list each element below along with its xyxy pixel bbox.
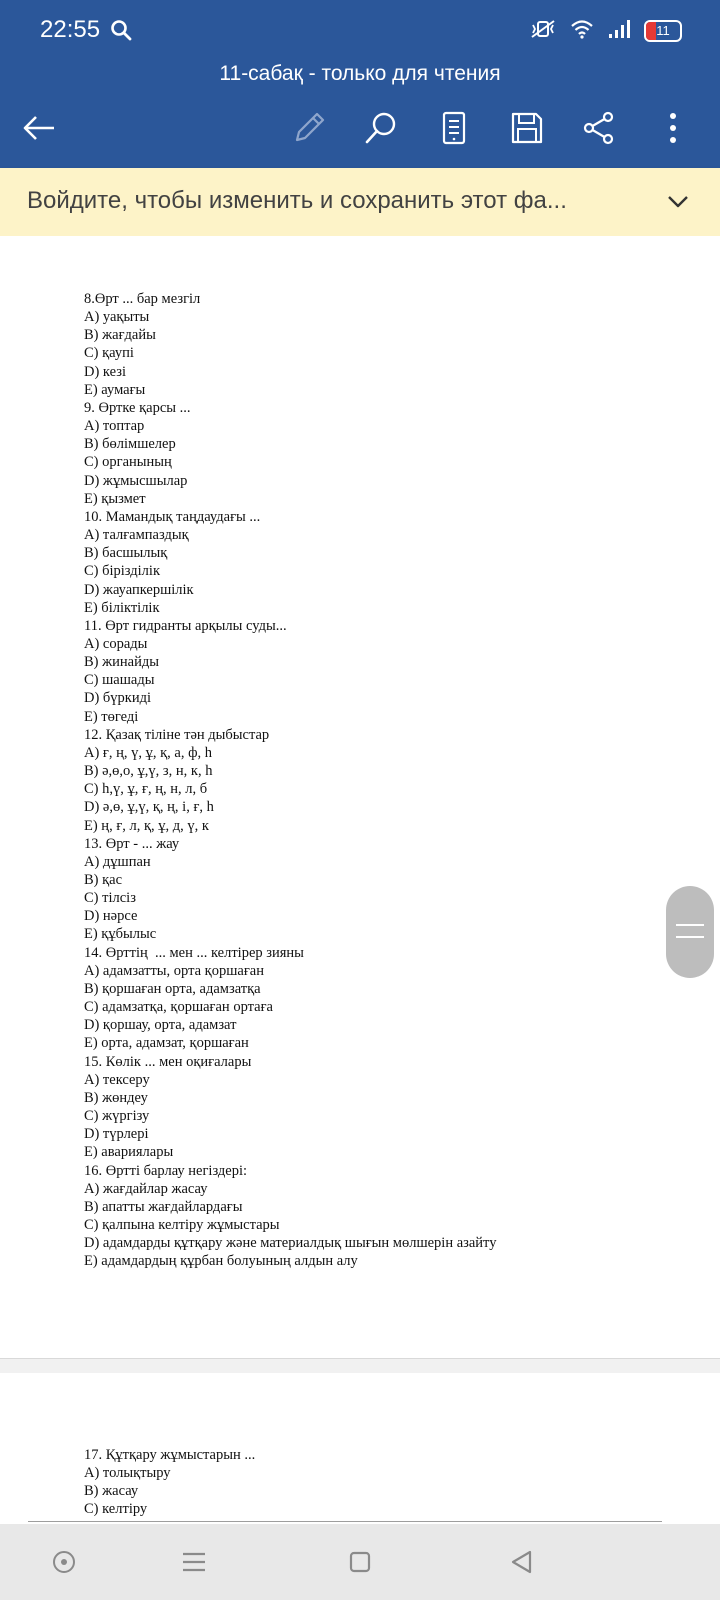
- document-line: B) жинайды: [84, 654, 159, 671]
- document-line: 17. Құтқару жұмыстарын ...: [84, 1447, 256, 1463]
- document-line: A) толықтыру: [84, 1465, 171, 1482]
- document-line: 11. Өрт гидранты арқылы суды...: [84, 617, 287, 634]
- mute-vibrate-icon: [530, 19, 556, 44]
- banner-text: Войдите, чтобы изменить и сохранить этот фа...: [27, 187, 567, 214]
- document-line: A) ғ, ң, ү, ұ, қ, а, ф, һ: [84, 744, 213, 761]
- document-text: [84, 290, 496, 1270]
- document-line: D) қоршау, орта, адамзат: [84, 1017, 237, 1034]
- document-line: C) органының: [84, 454, 172, 471]
- divider: [28, 1521, 662, 1522]
- document-line: E) ң, ғ, л, қ, ұ, д, ү, к: [84, 817, 209, 834]
- back-arrow-icon[interactable]: [17, 106, 61, 150]
- document-line: E) аумағы: [84, 381, 146, 398]
- document-line: A) сорады: [84, 635, 148, 652]
- document-line: 9. Өртке қарсы ...: [84, 399, 191, 416]
- document-line: A) топтар: [84, 418, 145, 435]
- chevron-down-icon[interactable]: [666, 190, 690, 217]
- document-line: 15. Көлік ... мен оқиғалары: [84, 1053, 252, 1070]
- document-line: A) дұшпан: [84, 853, 151, 870]
- document-line: A) тексеру: [84, 1071, 150, 1088]
- document-line: B) басшылық: [84, 545, 168, 562]
- document-line: A) уақыты: [84, 309, 150, 326]
- assistant-circle-icon[interactable]: [44, 1542, 84, 1582]
- document-line: C) қалпына келтіру жұмыстары: [84, 1216, 280, 1233]
- document-line: E) құбылыс: [84, 926, 157, 943]
- document-line: A) адамзатты, орта қоршаған: [84, 962, 264, 979]
- sign-in-banner[interactable]: [0, 168, 720, 236]
- document-line: D) нәрсе: [84, 908, 138, 925]
- document-line: B) бөлімшелер: [84, 436, 176, 453]
- page-separator: [0, 1358, 720, 1374]
- recent-apps-icon[interactable]: [174, 1542, 214, 1582]
- search-icon: [110, 19, 132, 46]
- document-title: 11-сабақ - только для чтения: [219, 62, 501, 85]
- document-line: D) жұмысшылар: [84, 472, 188, 489]
- document-line: C) келтіру: [84, 1501, 148, 1518]
- signal-icon: [608, 19, 630, 44]
- document-line: C) бірізділік: [84, 563, 160, 580]
- save-icon[interactable]: [505, 106, 549, 150]
- document-line: D) бүркиді: [84, 690, 152, 707]
- document-line: 14. Өрттің ... мен ... келтірер зияны: [84, 944, 304, 961]
- document-line: E) орта, адамзат, қоршаған: [84, 1035, 249, 1052]
- document-line: C) һ,ү, ұ, ғ, ң, н, л, б: [84, 781, 208, 798]
- search-icon[interactable]: [359, 106, 403, 150]
- more-options-icon[interactable]: [651, 106, 695, 150]
- document-line: 12. Қазақ тіліне тән дыбыстар: [84, 726, 270, 743]
- document-line: 16. Өртті барлау негіздері:: [84, 1162, 248, 1179]
- document-line: B) қас: [84, 872, 123, 888]
- document-line: B) жасау: [84, 1483, 139, 1500]
- share-icon[interactable]: [577, 106, 621, 150]
- document-line: D) түрлері: [84, 1126, 149, 1143]
- document-line: B) жөндеу: [84, 1089, 148, 1106]
- document-line: D) кезі: [84, 363, 126, 380]
- document-line: C) адамзатқа, қоршаған ортаға: [84, 999, 273, 1016]
- status-time: 22:55: [40, 16, 101, 43]
- document-line: B) апатты жағдайлардағы: [84, 1198, 243, 1215]
- document-line: D) ә,ө, ұ,ү, қ, ң, і, ғ, һ: [84, 799, 214, 816]
- document-line: C) қаупі: [84, 345, 134, 362]
- wifi-icon: [570, 19, 594, 44]
- document-page-1[interactable]: [0, 236, 720, 1358]
- reading-view-icon[interactable]: [432, 106, 476, 150]
- document-line: E) біліктілік: [84, 599, 160, 616]
- document-line: D) жауапкершілік: [84, 581, 194, 598]
- app-bar: [0, 0, 720, 168]
- document-line: B) қоршаған орта, адамзатқа: [84, 980, 261, 997]
- status-icons: [530, 16, 682, 46]
- document-line: A) жағдайлар жасау: [84, 1180, 208, 1197]
- back-triangle-icon[interactable]: [502, 1542, 542, 1582]
- system-nav-bar: [0, 1524, 720, 1600]
- document-line: E) төгеді: [84, 708, 139, 725]
- document-line: B) ә,ө,о, ұ,ү, з, н, к, һ: [84, 763, 213, 780]
- document-line: A) талғампаздық: [84, 527, 189, 544]
- document-line: 8.Өрт ... бар мезгіл: [84, 291, 201, 307]
- battery-icon: [644, 20, 682, 42]
- battery-level: 11: [656, 23, 670, 38]
- document-line: D) адамдарды құтқару және материалдық шығын мөлшерін азайту: [84, 1235, 497, 1252]
- scroll-handle[interactable]: [666, 886, 714, 978]
- home-square-icon[interactable]: [340, 1542, 380, 1582]
- document-line: 13. Өрт - ... жау: [84, 835, 180, 852]
- document-line: C) жүргізу: [84, 1108, 150, 1125]
- edit-pencil-icon[interactable]: [287, 106, 331, 150]
- document-line: C) шашады: [84, 672, 155, 689]
- document-line: E) қызмет: [84, 490, 146, 507]
- document-line: B) жағдайы: [84, 327, 156, 344]
- document-page-2[interactable]: [0, 1373, 720, 1523]
- document-text: [84, 1446, 255, 1519]
- document-line: C) тілсіз: [84, 890, 136, 907]
- document-line: 10. Мамандық таңдаудағы ...: [84, 508, 261, 525]
- document-line: E) авариялары: [84, 1144, 174, 1161]
- document-line: E) адамдардың құрбан болуының алдын алу: [84, 1253, 358, 1270]
